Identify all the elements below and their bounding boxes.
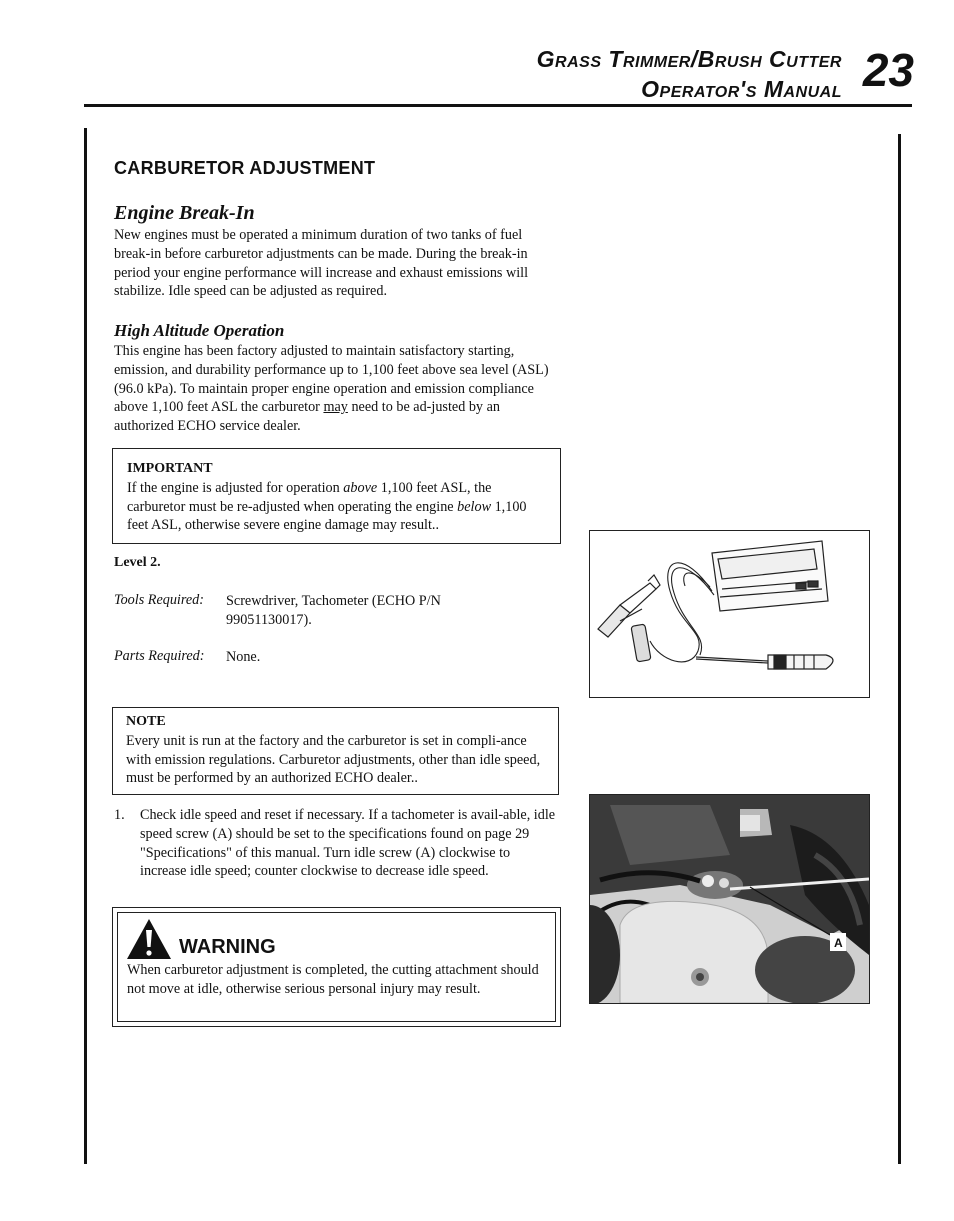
warning-heading: WARNING (179, 936, 276, 958)
step-number: 1. (114, 807, 125, 823)
left-margin-bar (84, 128, 87, 1164)
warning-text: When carburetor adjustment is completed, the cutting attachment should not move at idle, otherwise serious personal injury may result. (127, 962, 539, 997)
engine-break-in-text: New engines must be operated a minimum duration of two tanks of fuel break-in before carburetor adjustments can be made. During the break-in period your engine performance will increase and exhaust emissions will stabilize. Idle speed can be adjusted as required. (114, 227, 529, 300)
manual-title-line1: Grass Trimmer/Brush Cutter (536, 46, 842, 72)
tools-illustration (589, 530, 870, 698)
high-altitude-text-a: This engine has been factory adjusted to maintain satisfactory starting, emission, and durability performance up to 1,100 feet above sea level (ASL) (96.0 kPa). To maintain proper engine operation and emission compliance above 1,100 feet ASL the carburetor (114, 343, 549, 416)
tools-required-label: Tools Required: (114, 592, 204, 608)
high-altitude-text (114, 342, 554, 436)
step-item (114, 806, 559, 881)
step-text: Check idle speed and reset if necessary. If a tachometer is avail-able, idle speed screw (A) should be set to the specifications found on page 29 "Specifications" of this manual. Turn idle screw (A) clockwise to increase idle speed; counter clockwise to decrease idle speed. (140, 807, 556, 880)
tachometer-icon (712, 541, 828, 611)
important-text-c: 1,100 feet ASL, the carburetor must be re-adjusted when operating the engine (127, 479, 492, 515)
page-number: 23 (862, 44, 914, 96)
section-heading: CARBURETOR ADJUSTMENT (114, 158, 376, 178)
tachometer-and-screwdriver-icon (590, 531, 869, 697)
warning-triangle-icon (126, 918, 172, 960)
manual-title-line2: Operator's Manual (641, 76, 842, 102)
parts-required-value: None. (226, 649, 261, 665)
important-text-e: 1,100 feet ASL, otherwise severe engine damage may result.. (127, 498, 527, 534)
carburetor-photo-graphic (590, 795, 869, 1003)
manual-title (537, 44, 842, 104)
note-text: Every unit is run at the factory and the carburetor is set in compli-ance with emission regulations. Carburetor adjustments, other than idle speed, must be performed by an authorized ECHO dealer.. (126, 732, 541, 787)
high-altitude-text-b: need to be ad-justed by an authorized ECHO service dealer. (114, 399, 500, 435)
callout-label-a: A (834, 936, 843, 950)
warning-box (112, 907, 561, 1027)
right-margin-bar (898, 134, 901, 1164)
important-emph-above: above (343, 479, 378, 496)
screwdriver-icon (696, 655, 833, 669)
high-altitude-title: High Altitude Operation (114, 321, 285, 340)
high-altitude-underlined: may (323, 399, 348, 416)
warning-inner-frame (117, 912, 556, 1022)
tools-required-value: Screwdriver, Tachometer (ECHO P/N 99051130017). (226, 593, 441, 628)
important-title: IMPORTANT (127, 461, 213, 476)
skill-level: Level 2. (114, 555, 161, 570)
alligator-clip-icon (598, 575, 660, 662)
header-rule (84, 104, 912, 107)
carburetor-photo (589, 794, 870, 1004)
important-text-a: If the engine is adjusted for operation (127, 479, 344, 496)
note-box (112, 707, 559, 795)
parts-required-label: Parts Required: (114, 648, 205, 664)
important-text (127, 479, 546, 535)
important-emph-below: below (457, 498, 492, 515)
cable-icon (650, 563, 714, 662)
important-box (112, 448, 561, 544)
engine-break-in-title: Engine Break-In (114, 202, 255, 224)
note-title: NOTE (126, 714, 166, 729)
